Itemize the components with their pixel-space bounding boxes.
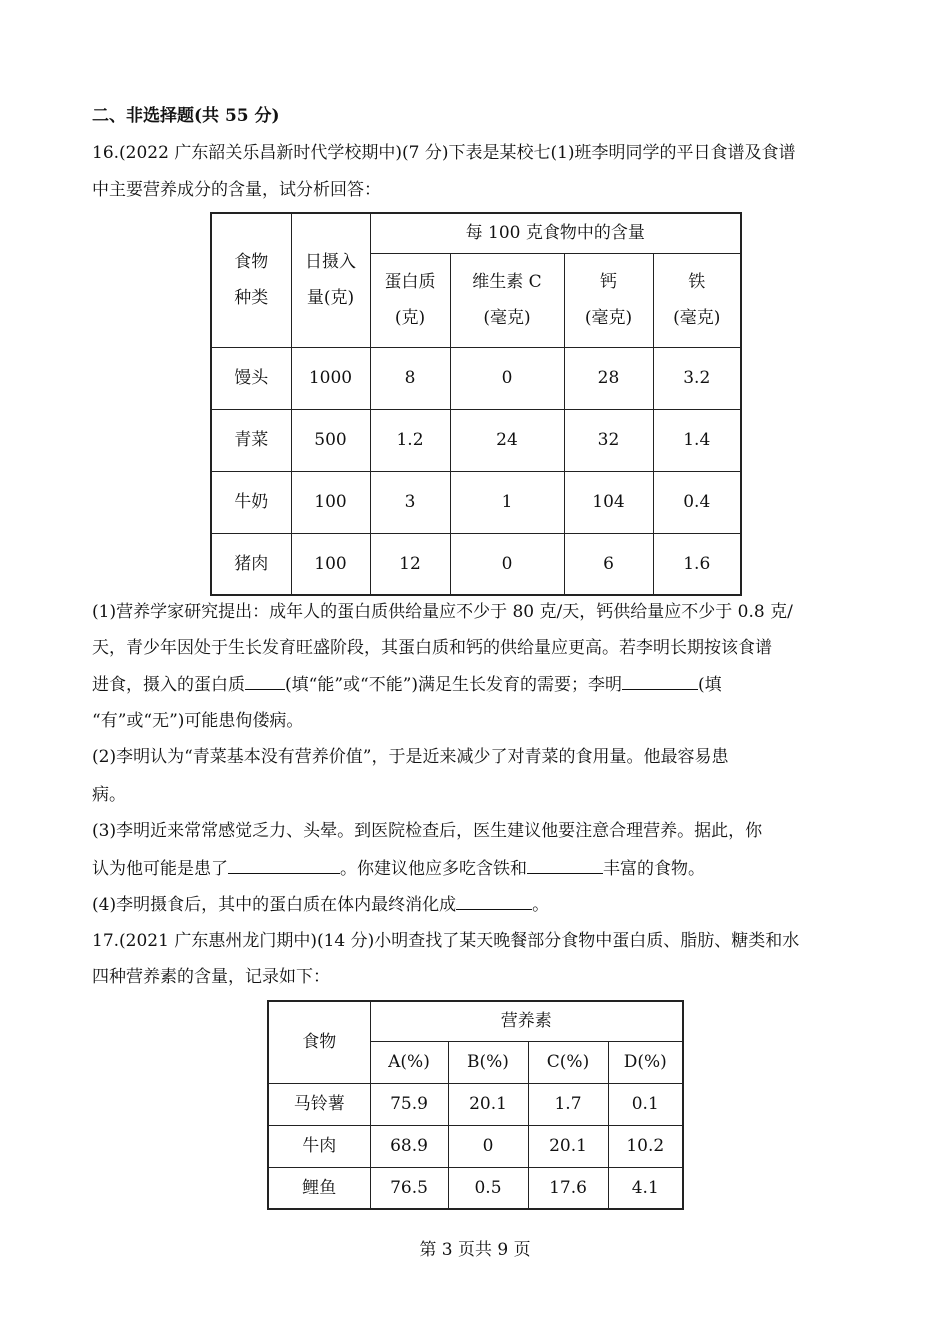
cell: 20.1 bbox=[528, 1125, 608, 1167]
answer-blank[interactable] bbox=[456, 893, 532, 910]
header-protein: 蛋白质 (克) bbox=[370, 253, 450, 347]
q16-p2-line-2: 病。 bbox=[92, 785, 126, 805]
page-footer: 第 3 页共 9 页 bbox=[419, 1240, 531, 1260]
table-row bbox=[211, 533, 741, 595]
table-row bbox=[268, 1083, 683, 1125]
cell: 28 bbox=[564, 347, 653, 409]
cell: 32 bbox=[564, 409, 653, 471]
cell: 10.2 bbox=[608, 1125, 683, 1167]
cell: 猪肉 bbox=[211, 533, 291, 595]
cell: 0.1 bbox=[608, 1083, 683, 1125]
answer-blank[interactable] bbox=[228, 857, 340, 874]
cell: 牛奶 bbox=[211, 471, 291, 533]
q16-nutrition-table bbox=[210, 212, 742, 596]
q16-p1-line-1: (1)营养学家研究提出：成年人的蛋白质供给量应不少于 80 克/天，钙供给量应不少于 0.8 克/ bbox=[92, 602, 793, 622]
cell: 8 bbox=[370, 347, 450, 409]
cell: 68.9 bbox=[370, 1125, 448, 1167]
answer-blank[interactable] bbox=[245, 673, 285, 690]
cell: 0 bbox=[450, 533, 564, 595]
header-b: B(%) bbox=[448, 1041, 528, 1083]
cell: 鲤鱼 bbox=[268, 1167, 370, 1209]
header-nutrients: 营养素 bbox=[370, 1001, 683, 1041]
cell: 1.6 bbox=[653, 533, 741, 595]
cell: 4.1 bbox=[608, 1167, 683, 1209]
cell: 100 bbox=[291, 471, 370, 533]
cell: 3 bbox=[370, 471, 450, 533]
header-a: A(%) bbox=[370, 1041, 448, 1083]
cell: 100 bbox=[291, 533, 370, 595]
header-c: C(%) bbox=[528, 1041, 608, 1083]
q17-nutrient-table bbox=[267, 1000, 684, 1210]
q16-line-1: 16.(2022 广东韶关乐昌新时代学校期中)(7 分)下表是某校七(1)班李明同学的平日食谱及食谱 bbox=[92, 143, 796, 163]
cell: 牛肉 bbox=[268, 1125, 370, 1167]
q17-line-2: 四种营养素的含量，记录如下： bbox=[92, 967, 330, 987]
q16-p4-line: (4)李明摄食后，其中的蛋白质在体内最终消化成 。 bbox=[92, 895, 550, 915]
cell: 1.4 bbox=[653, 409, 741, 471]
cell: 马铃薯 bbox=[268, 1083, 370, 1125]
cell: 0 bbox=[450, 347, 564, 409]
header-food: 食物 bbox=[268, 1001, 370, 1083]
answer-blank[interactable] bbox=[527, 857, 603, 874]
cell: 104 bbox=[564, 471, 653, 533]
cell: 20.1 bbox=[448, 1083, 528, 1125]
answer-blank[interactable] bbox=[622, 673, 698, 690]
cell: 3.2 bbox=[653, 347, 741, 409]
q16-p1-line-4: “有”或“无”)可能患佝偻病。 bbox=[92, 711, 304, 731]
cell: 500 bbox=[291, 409, 370, 471]
table-row bbox=[211, 409, 741, 471]
q16-p3-line-2: 认为他可能是患了 。你建议他应多吃含铁和 丰富的食物。 bbox=[92, 859, 705, 879]
table-row bbox=[268, 1167, 683, 1209]
table-row bbox=[211, 347, 741, 409]
table-row bbox=[268, 1125, 683, 1167]
q16-p2-line-1: (2)李明认为“青菜基本没有营养价值”，于是近来减少了对青菜的食用量。他最容易患 bbox=[92, 747, 729, 767]
cell: 1000 bbox=[291, 347, 370, 409]
cell: 17.6 bbox=[528, 1167, 608, 1209]
section-title: 二、非选择题(共 55 分) bbox=[92, 106, 280, 126]
cell: 76.5 bbox=[370, 1167, 448, 1209]
cell: 1 bbox=[450, 471, 564, 533]
q16-line-2: 中主要营养成分的含量，试分析回答： bbox=[92, 180, 381, 200]
header-content-per-100g: 每 100 克食物中的含量 bbox=[370, 213, 741, 253]
header-calcium: 钙 (毫克) bbox=[564, 253, 653, 347]
header-d: D(%) bbox=[608, 1041, 683, 1083]
header-vitamin-c: 维生素 C (毫克) bbox=[450, 253, 564, 347]
cell: 0.4 bbox=[653, 471, 741, 533]
cell: 6 bbox=[564, 533, 653, 595]
cell: 75.9 bbox=[370, 1083, 448, 1125]
cell: 12 bbox=[370, 533, 450, 595]
q16-p1-line-2: 天，青少年因处于生长发育旺盛阶段，其蛋白质和钙的供给量应更高。若李明长期按该食谱 bbox=[92, 638, 772, 658]
header-food-type: 食物 种类 bbox=[211, 213, 291, 347]
header-iron: 铁 (毫克) bbox=[653, 253, 741, 347]
header-daily-intake: 日摄入 量(克) bbox=[291, 213, 370, 347]
q16-p1-line-3: 进食，摄入的蛋白质 (填“能”或“不能”)满足生长发育的需要；李明 (填 bbox=[92, 675, 722, 695]
cell: 馒头 bbox=[211, 347, 291, 409]
cell: 24 bbox=[450, 409, 564, 471]
table-row bbox=[211, 471, 741, 533]
cell: 1.7 bbox=[528, 1083, 608, 1125]
q16-p3-line-1: (3)李明近来常常感觉乏力、头晕。到医院检查后，医生建议他要注意合理营养。据此，你 bbox=[92, 821, 763, 841]
q17-line-1: 17.(2021 广东惠州龙门期中)(14 分)小明查找了某天晚餐部分食物中蛋白质、脂肪、糖类和水 bbox=[92, 931, 800, 951]
cell: 青菜 bbox=[211, 409, 291, 471]
cell: 0 bbox=[448, 1125, 528, 1167]
cell: 0.5 bbox=[448, 1167, 528, 1209]
cell: 1.2 bbox=[370, 409, 450, 471]
